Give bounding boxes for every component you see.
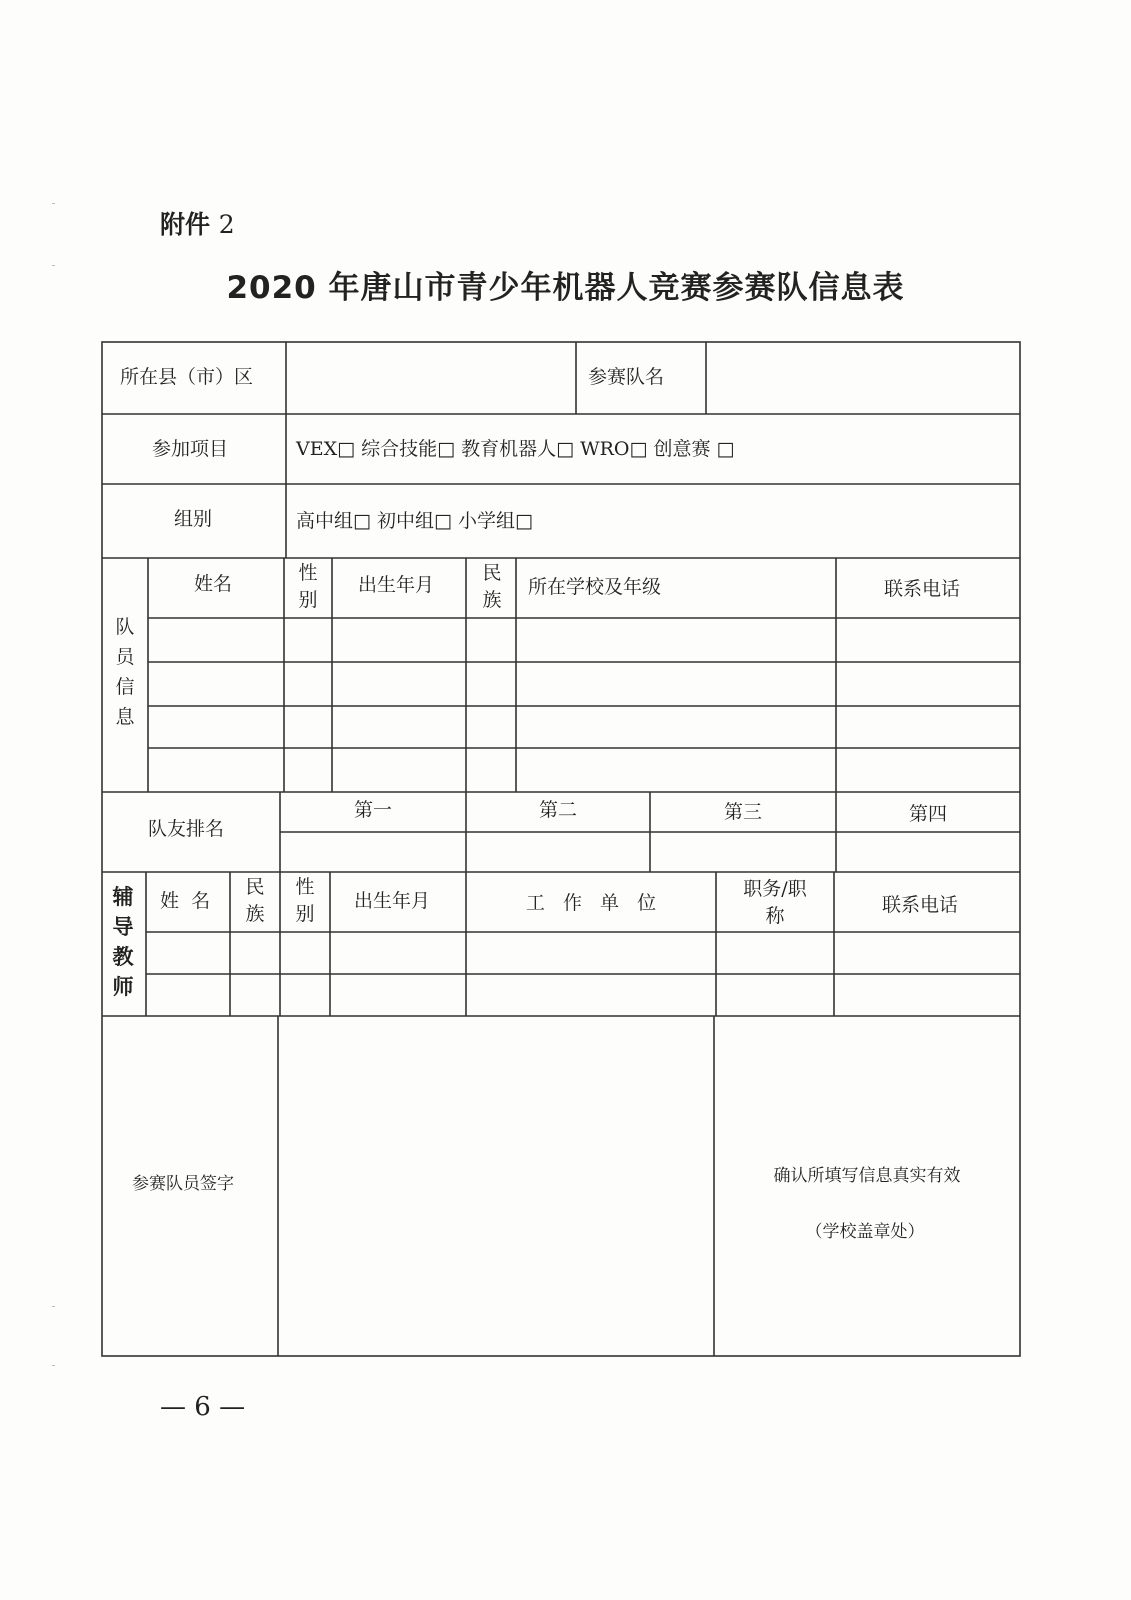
stamp-text: （学校盖章处） [805, 1222, 925, 1242]
member-header-name: 姓名 [194, 573, 233, 595]
page-title: 2020 年唐山市青少年机器人竞赛参赛队信息表 [226, 270, 905, 306]
member-header-school: 所在学校及年级 [528, 576, 662, 598]
ranking-label: 队友排名 [148, 818, 225, 840]
attachment-number: 2 [218, 210, 235, 239]
teacher-header-ethnicity: 民 族 [245, 876, 265, 925]
scan-speck [52, 1306, 55, 1307]
teacher-header-phone: 联系电话 [882, 894, 959, 916]
teacher-header-birth: 出生年月 [354, 890, 431, 912]
member-header-birth: 出生年月 [358, 574, 435, 596]
county-label: 所在县（市）区 [120, 366, 254, 388]
team-name-label: 参赛队名 [588, 366, 665, 388]
teacher-header-title: 职务/职 称 [743, 878, 807, 927]
ranking-second: 第二 [538, 799, 578, 821]
scan-speck [52, 1365, 55, 1366]
page-number: — 6 — [160, 1392, 246, 1422]
group-label: 组别 [174, 508, 213, 530]
event-options: VEX□ 综合技能□ 教育机器人□ WRO□ 创意赛 □ [296, 438, 735, 460]
scan-speck [52, 265, 55, 266]
team-info-form [100, 340, 1024, 1360]
attachment-label-text: 附件 [160, 210, 211, 239]
teacher-header-workplace: 工 作 单 位 [525, 892, 657, 914]
teacher-header-gender: 性 别 [295, 876, 315, 925]
scan-speck [52, 203, 55, 204]
teacher-header-name: 姓 名 [160, 890, 211, 912]
attachment-label [160, 205, 235, 241]
confirm-text: 确认所填写信息真实有效 [773, 1166, 961, 1186]
group-options: 高中组□ 初中组□ 小学组□ [296, 510, 533, 532]
teacher-section-label: 辅 导 教 师 [112, 885, 134, 999]
form-grid-lines [100, 340, 1024, 1360]
ranking-fourth: 第四 [908, 803, 948, 825]
ranking-first: 第一 [353, 799, 393, 821]
signature-label: 参赛队员签字 [132, 1174, 234, 1194]
member-section-label: 队 员 信 息 [115, 616, 135, 728]
ranking-third: 第三 [723, 801, 763, 823]
member-header-ethnicity: 民 族 [482, 562, 502, 611]
member-header-gender: 性 别 [298, 562, 318, 611]
event-label: 参加项目 [152, 438, 229, 460]
member-header-phone: 联系电话 [884, 578, 961, 600]
